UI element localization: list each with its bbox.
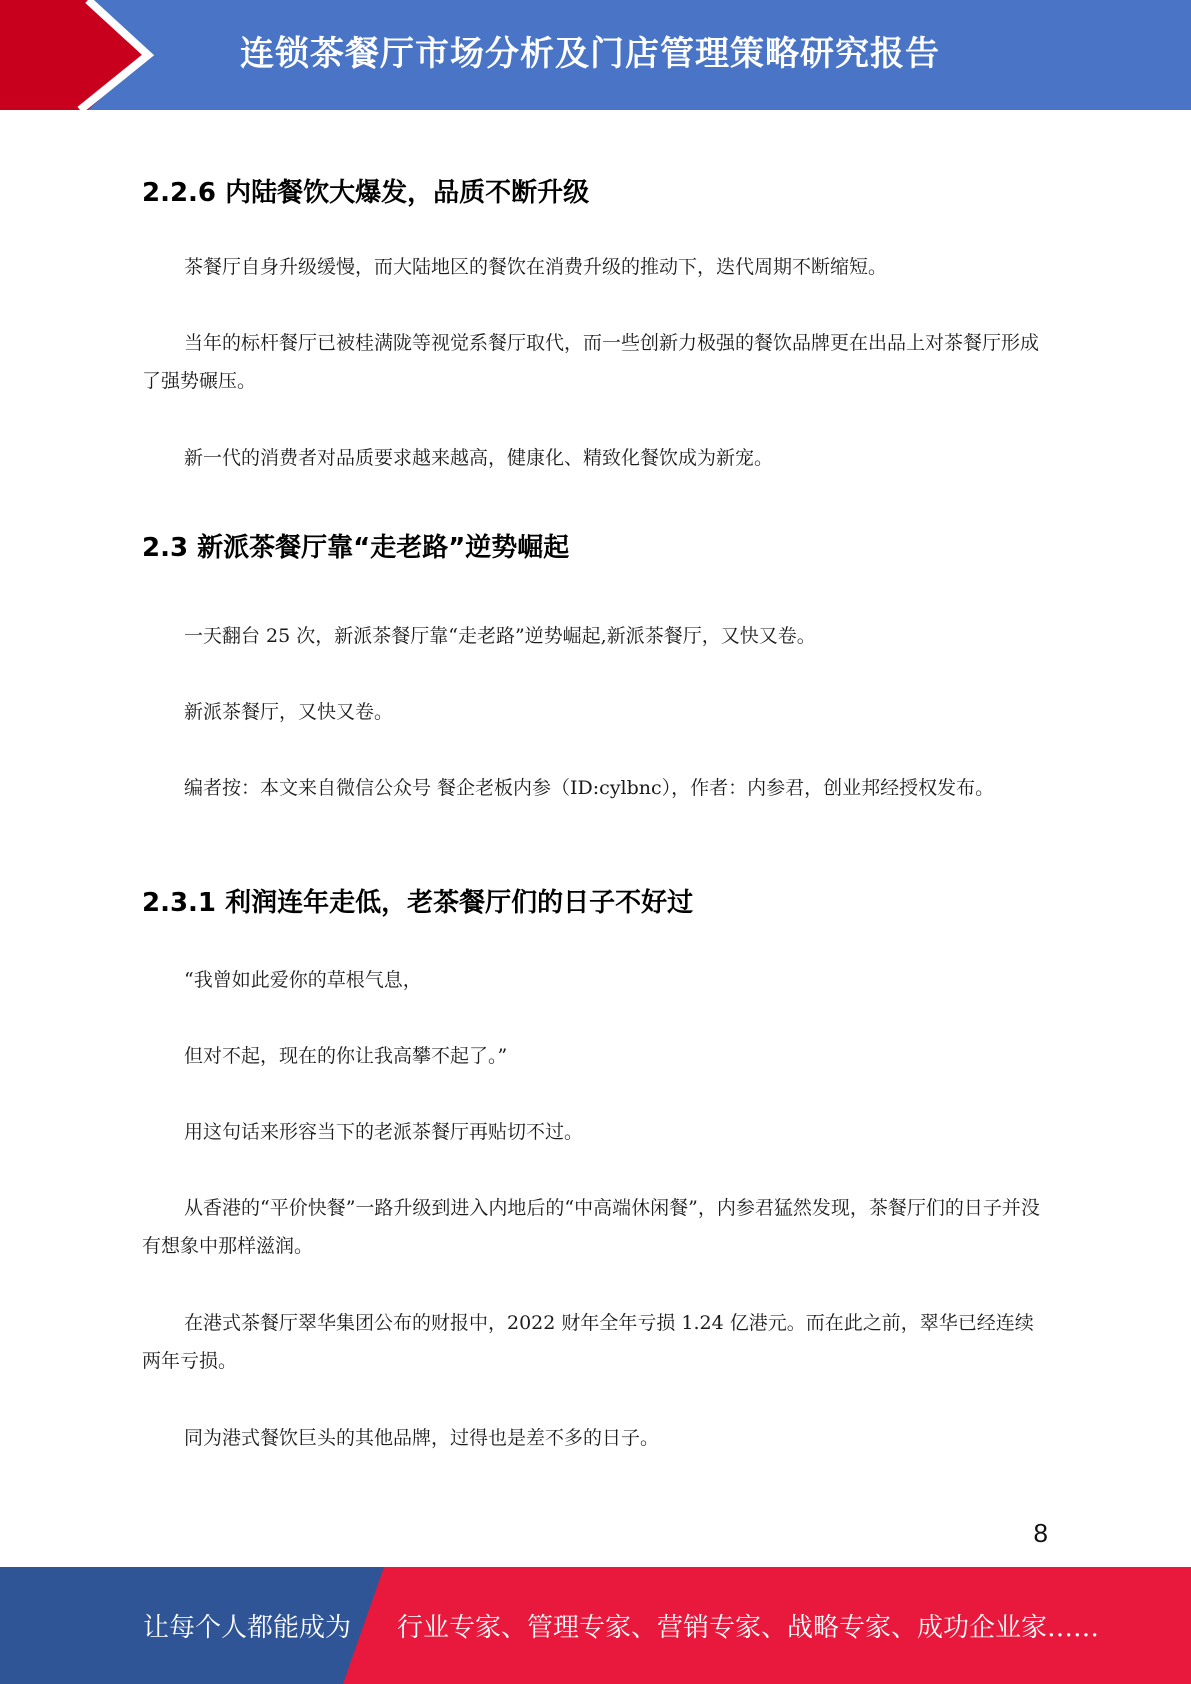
paragraph: 用这句话来形容当下的老派茶餐厅再贴切不过。 bbox=[184, 1121, 584, 1143]
paragraph: 在港式茶餐厅翠华集团公布的财报中，2022 财年全年亏损 1.24 亿港元。而在此之前，翠华已经连续两年亏损。 bbox=[142, 1312, 1034, 1372]
paragraph: 同为港式餐饮巨头的其他品牌，过得也是差不多的日子。 bbox=[184, 1427, 660, 1449]
report-title: 连锁茶餐厅市场分析及门店管理策略研究报告 bbox=[240, 34, 940, 74]
paragraph: 从香港的“平价快餐”一路升级到进入内地后的“中高端休闲餐”，内参君猛然发现，茶餐厅们的日子并没有想象中那样滋润。 bbox=[142, 1197, 1040, 1257]
paragraph: 一天翻台 25 次，新派茶餐厅靠“走老路”逆势崛起,新派茶餐厅，又快又卷。 bbox=[184, 625, 816, 647]
footer-banner bbox=[0, 1567, 1191, 1684]
header-banner bbox=[0, 0, 1191, 110]
paragraph: 当年的标杆餐厅已被桂满陇等视觉系餐厅取代，而一些创新力极强的餐饮品牌更在出品上对茶餐厅形成了强势碾压。 bbox=[142, 332, 1040, 392]
section-heading: 2.3 新派茶餐厅靠“走老路”逆势崛起 bbox=[142, 533, 570, 563]
section-heading: 2.2.6 内陆餐饮大爆发，品质不断升级 bbox=[142, 178, 590, 208]
page-number: 8 bbox=[1033, 1518, 1048, 1548]
paragraph: 茶餐厅自身升级缓慢，而大陆地区的餐饮在消费升级的推动下，迭代周期不断缩短。 bbox=[184, 256, 888, 278]
footer-slogan-right: 行业专家、管理专家、营销专家、战略专家、成功企业家…… bbox=[397, 1613, 1100, 1643]
section-heading: 2.3.1 利润连年走低，老茶餐厅们的日子不好过 bbox=[142, 888, 694, 918]
paragraph: 新一代的消费者对品质要求越来越高，健康化、精致化餐饮成为新宠。 bbox=[184, 447, 774, 469]
footer-slogan-left: 让每个人都能成为 bbox=[143, 1613, 352, 1643]
paragraph: 编者按：本文来自微信公众号 餐企老板内参（ID:cylbnc），作者：内参君，创业邦经授权发布。 bbox=[184, 777, 995, 799]
paragraph: 新派茶餐厅，又快又卷。 bbox=[184, 701, 394, 723]
paragraph: 但对不起，现在的你让我高攀不起了。” bbox=[184, 1045, 508, 1067]
paragraph: “我曾如此爱你的草根气息， bbox=[184, 969, 422, 991]
